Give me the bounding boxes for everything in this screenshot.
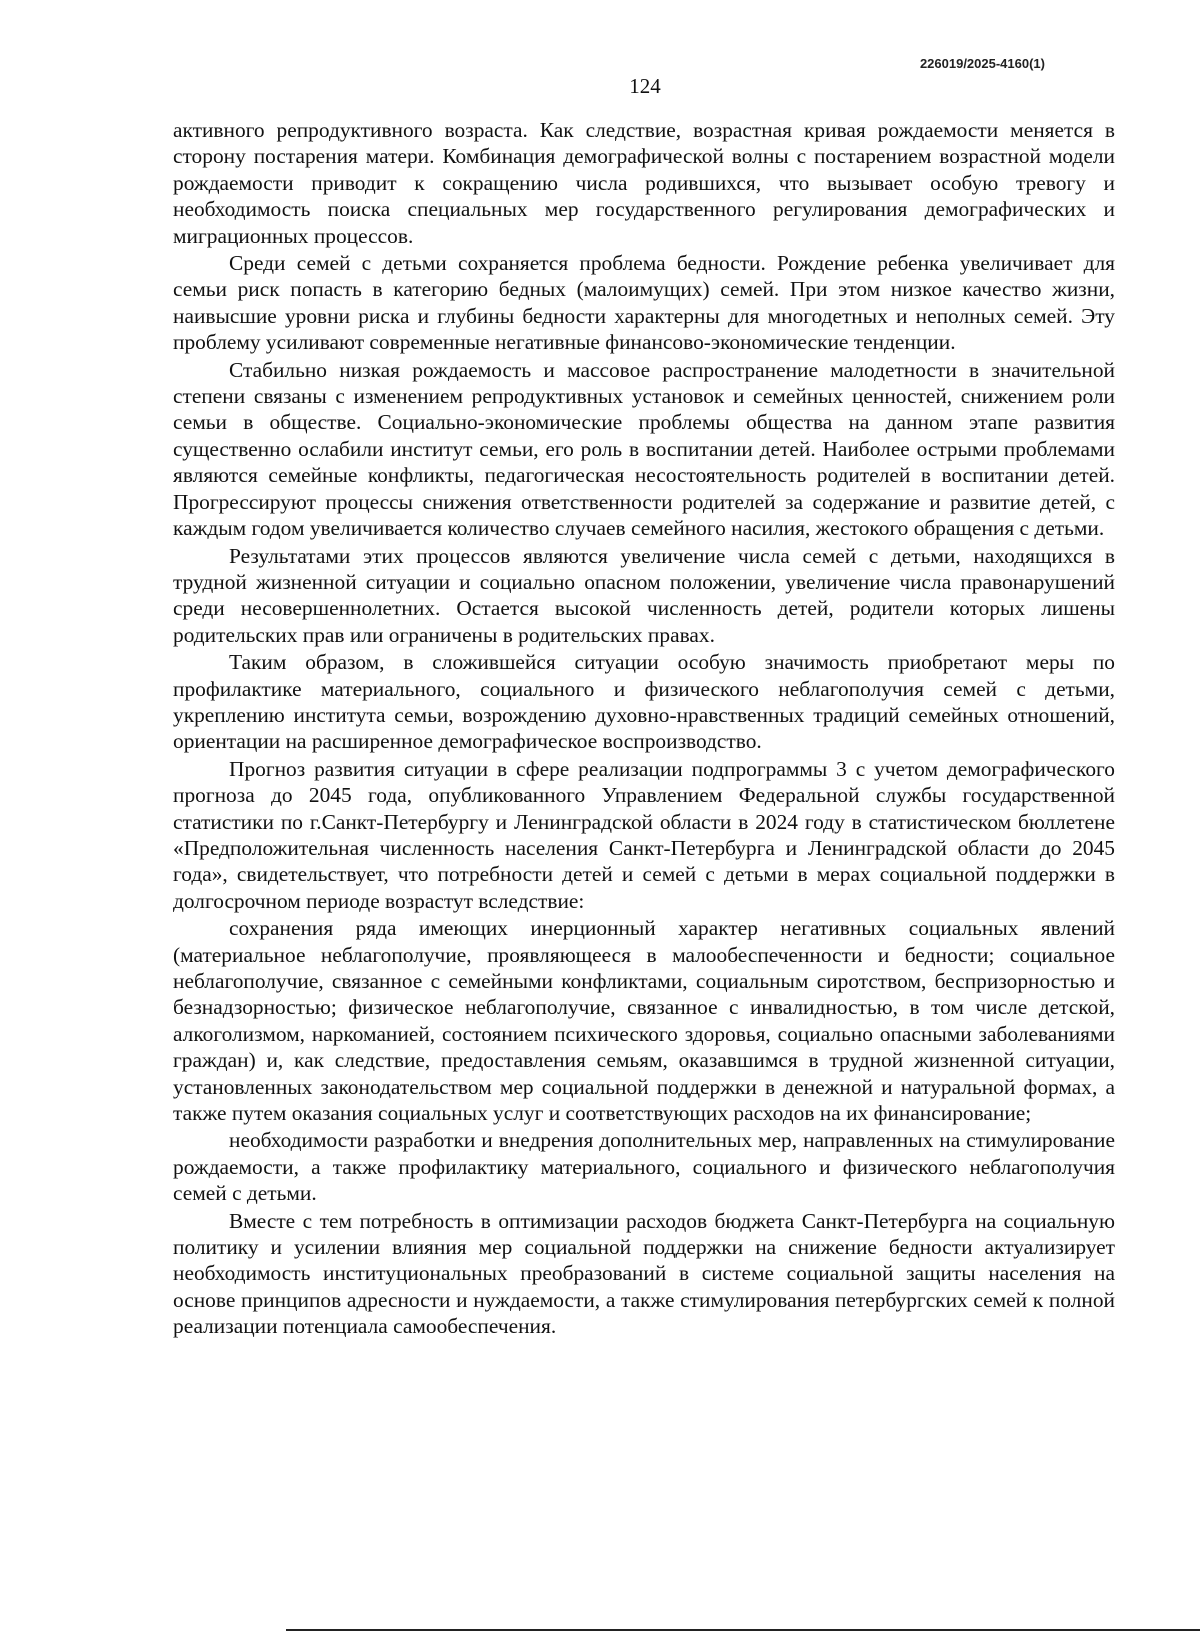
paragraph-5: Таким образом, в сложившейся ситуации особую значимость приобретают меры по профилактике материального, социального и физического неблагополучия семей с детьми, укреплению института семьи, возрождению духовно-нравственных традиций семейных отношений, ориентации на расширенное демографическое воспроизводство. bbox=[173, 650, 1115, 754]
page-number: 124 bbox=[629, 74, 661, 98]
paragraph-3: Стабильно низкая рождаемость и массовое распространение малодетности в значительной степени связаны с изменением репродуктивных установок и семейных ценностей, снижением роли семьи в обществе. Социально-экономические проблемы общества на данном этапе развития существенно ослабили институт семьи, его роль в воспитании детей. Наиболее острыми проблемами являются семейные конфликты, педагогическая несостоятельность родителей в воспитании детей. Прогрессируют процессы снижения ответственности родителей за содержание и развитие детей, с каждым годом увеличивается количество случаев семейного насилия, жестокого обращения с детьми. bbox=[173, 357, 1115, 541]
paragraph-4: Результатами этих процессов являются увеличение числа семей с детьми, находящихся в трудной жизненной ситуации и социально опасном положении, увеличение числа правонарушений среди несовершеннолетних. Остается высокой численность детей, родители которых лишены родительских прав или ограничены в родительских правах. bbox=[173, 543, 1115, 647]
paragraph-2: Среди семей с детьми сохраняется проблема бедности. Рождение ребенка увеличивает для семьи риск попасть в категорию бедных (малоимущих) семей. При этом низкое качество жизни, наивысшие уровни риска и глубины бедности характерны для многодетных и неполных семей. Эту проблему усиливают современные негативные финансово-экономические тенденции. bbox=[173, 251, 1115, 355]
paragraph-1: активного репродуктивного возраста. Как следствие, возрастная кривая рождаемости меняется в сторону постарения матери. Комбинация демографической волны с постарением возрастной модели рождаемости приводит к сокращению числа родившихся, что вызывает особую тревогу и необходимость поиска специальных мер государственного регулирования демографических и миграционных процессов. bbox=[173, 118, 1115, 248]
paragraph-9: Вместе с тем потребность в оптимизации расходов бюджета Санкт-Петербурга на социальную политику и усилении влияния мер социальной поддержки на снижение бедности актуализирует необходимость институциональных преобразований в системе социальной защиты населения на основе принципов адресности и нуждаемости, а также стимулирования петербургских семей к полной реализации потенциала самообеспечения. bbox=[173, 1208, 1115, 1339]
paragraph-7: сохранения ряда имеющих инерционный характер негативных социальных явлений (материальное неблагополучие, проявляющееся в малообеспеченности и бедности; социальное неблагополучие, связанное с семейными конфликтами, социальным сиротством, беспризорностью и безнадзорностью; физическое неблагополучие, связанное с инвалидностью, в том числе детской, алкоголизмом, наркоманией, состоянием психического здоровья, социально опасными заболеваниями граждан) и, как следствие, предоставления семьям, оказавшимся в трудной жизненной ситуации, установленных законодательством мер социальной поддержки в денежной и натуральной формах, а также путем оказания социальных услуг и соответствующих расходов на их финансирование; bbox=[173, 916, 1115, 1126]
paragraph-8: необходимости разработки и внедрения дополнительных мер, направленных на стимулирование рождаемости, а также профилактику материального, социального и физического неблагополучия семей с детьми. bbox=[173, 1128, 1115, 1206]
document-body bbox=[173, 117, 1115, 1341]
bottom-scan-edge-line bbox=[286, 1629, 1200, 1631]
paragraph-6: Прогноз развития ситуации в сфере реализации подпрограммы 3 с учетом демографического прогноза до 2045 года, опубликованного Управлением Федеральной службы государственной статистики по г.Санкт-Петербургу и Ленинградской области в 2024 году в статистическом бюллетене «Предположительная численность населения Санкт-Петербурга и Ленинградской области до 2045 года», свидетельствует, что потребности детей и семей с детьми в мерах социальной поддержки в долгосрочном периоде возрастут вследствие: bbox=[173, 756, 1115, 913]
document-registration-number: 226019/2025-4160(1) bbox=[919, 56, 1045, 71]
